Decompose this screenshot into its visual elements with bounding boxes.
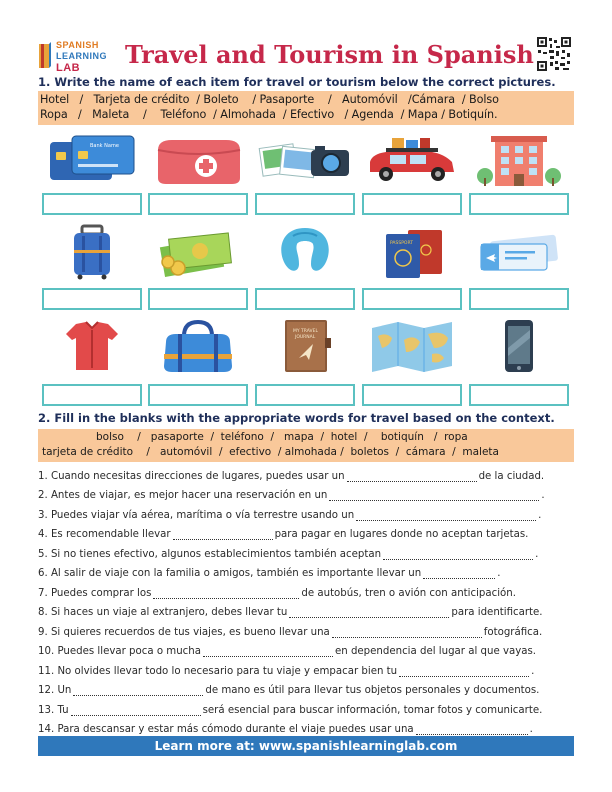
credit-card-icon [42, 132, 142, 188]
journal-text: JOURNAL [295, 335, 316, 340]
sentence-text: 8. Si haces un viaje al extranjero, debes llevar tu [38, 607, 288, 618]
sentence-text: para pagar en lugares donde no aceptan tarjetas. [274, 529, 529, 540]
sentence-11 [38, 661, 578, 677]
car-luggage-icon [362, 132, 462, 188]
sentence-9 [38, 622, 578, 638]
answer-box-6[interactable] [42, 288, 142, 310]
answer-box-10[interactable] [469, 288, 569, 310]
fill-blank[interactable] [356, 510, 536, 521]
cash-bills-icon [148, 224, 248, 280]
section-2-instruction: 2. Fill in the blanks with the appropriate words for travel based on the context. [38, 411, 555, 425]
sentence-7 [38, 583, 578, 599]
sentence-text: 13. Tu [38, 705, 69, 716]
word-bank-line: Hotel / Tarjeta de crédito / Boleto / Pasaporte / Automóvil /Cámara / Bolso [40, 93, 499, 106]
word-bank-2 [38, 429, 574, 462]
answer-box-15[interactable] [469, 384, 569, 406]
sentence-text: 11. No olvides llevar todo lo necesario para tu viaje y empacar bien tu [38, 666, 398, 677]
sentence-text: 2. Antes de viajar, es mejor hacer una reservación en un [38, 490, 328, 501]
sentence-text: 9. Si quieres recuerdos de tus viajes, es bueno llevar una [38, 627, 330, 638]
first-aid-kit-icon [148, 132, 248, 188]
travel-pillow-icon [255, 224, 355, 280]
sentence-1 [38, 466, 578, 482]
phone-icon [469, 318, 569, 374]
fill-blank[interactable] [329, 490, 539, 501]
hotel-building-icon [469, 132, 569, 188]
sentence-text: 7. Puedes comprar los [38, 588, 152, 599]
sentence-text: 4. Es recomendable llevar [38, 529, 171, 540]
sentence-text: 3. Puedes viajar vía aérea, marítima o vía terrestre usando un [38, 510, 355, 521]
sentence-text: 6. Al salir de viaje con la familia o amigos, también es importante llevar un [38, 568, 422, 579]
fill-blank[interactable] [71, 705, 201, 716]
travel-journal-icon [255, 318, 355, 374]
logo-line: LEARNING [56, 51, 107, 61]
sentence-text: . [529, 724, 533, 735]
word-bank-line: bolso / pasaporte / teléfono / mapa / hotel / botiquín / ropa [96, 431, 468, 443]
fill-blank[interactable] [423, 568, 495, 579]
sentence-text: será esencial para buscar información, tomar fotos y comunicarte. [202, 705, 543, 716]
logo-line: LAB [56, 62, 81, 74]
fill-blank[interactable] [347, 471, 477, 482]
sentence-text: 12. Un [38, 685, 72, 696]
sentence-text: 14. Para descansar y estar más cómodo durante el viaje puedes usar una [38, 724, 414, 735]
answer-box-14[interactable] [362, 384, 462, 406]
journal-text: MY TRAVEL [293, 329, 318, 334]
answer-box-5[interactable] [469, 193, 569, 215]
sentence-3 [38, 505, 578, 521]
sentence-13 [38, 700, 578, 716]
plane-tickets-icon [469, 224, 569, 280]
sentence-text: . [531, 666, 535, 677]
bag-icon [148, 318, 248, 374]
sentence-text: 5. Si no tienes efectivo, algunos establecimientos también aceptan [38, 549, 382, 560]
sentence-4 [38, 524, 578, 540]
shirt-clothes-icon [42, 318, 142, 374]
map-icon [362, 318, 462, 374]
answer-box-12[interactable] [148, 384, 248, 406]
page-title: Travel and Tourism in Spanish [125, 40, 534, 69]
answer-box-13[interactable] [255, 384, 355, 406]
answer-box-1[interactable] [42, 193, 142, 215]
logo [38, 38, 122, 78]
sentence-text: de la ciudad. [478, 471, 545, 482]
sentence-14 [38, 719, 578, 735]
fill-blank[interactable] [332, 627, 482, 638]
sentence-10 [38, 641, 578, 657]
sentence-text: fotográfica. [483, 627, 543, 638]
sentence-2 [38, 485, 578, 501]
book-pencil-icon [38, 42, 52, 72]
answer-box-8[interactable] [255, 288, 355, 310]
fill-blank[interactable] [289, 607, 449, 618]
sentence-text: . [535, 549, 539, 560]
fill-blank[interactable] [399, 666, 529, 677]
suitcase-icon [42, 224, 142, 280]
fill-blank[interactable] [383, 549, 533, 560]
fill-blank[interactable] [153, 588, 299, 599]
sentence-8 [38, 602, 578, 618]
word-bank-line: tarjeta de crédito / automóvil / efectivo / almohada / boletos / cámara / maleta [42, 446, 499, 458]
sentence-6 [38, 563, 578, 579]
sentence-5 [38, 544, 578, 560]
sentence-text: 1. Cuando necesitas direcciones de lugares, puedes usar un [38, 471, 345, 482]
sentence-text: 10. Puedes llevar poca o mucha [38, 646, 201, 657]
sentence-text: . [538, 510, 542, 521]
answer-box-2[interactable] [148, 193, 248, 215]
card-text: Bank Name [90, 143, 119, 149]
word-bank-1 [38, 91, 574, 125]
footer-link[interactable]: Learn more at: www.spanishlearninglab.com [38, 736, 574, 756]
sentence-12 [38, 680, 578, 696]
sentence-text: . [497, 568, 501, 579]
sentence-text: para identificarte. [451, 607, 543, 618]
answer-box-7[interactable] [148, 288, 248, 310]
fill-blank[interactable] [416, 724, 528, 735]
word-bank-line: Ropa / Maleta / Teléfono / Almohada / Efectivo / Agenda / Mapa / Botiquín. [40, 108, 498, 121]
sentence-text: de autobús, tren o avión con anticipación. [301, 588, 516, 599]
answer-box-11[interactable] [42, 384, 142, 406]
section-1-instruction: 1. Write the name of each item for travel or tourism below the correct pictures. [38, 75, 556, 89]
answer-box-4[interactable] [362, 193, 462, 215]
answer-box-3[interactable] [255, 193, 355, 215]
fill-blank[interactable] [173, 529, 273, 540]
passport-icon [362, 224, 462, 280]
fill-blank[interactable] [203, 646, 333, 657]
logo-line: SPANISH [56, 40, 99, 50]
sentence-text: . [541, 490, 545, 501]
camera-photos-icon [255, 132, 355, 188]
fill-blank[interactable] [73, 685, 203, 696]
answer-box-9[interactable] [362, 288, 462, 310]
passport-text: PASSPORT [390, 241, 414, 246]
qr-code-icon[interactable] [536, 36, 572, 72]
sentence-text: en dependencia del lugar al que vayas. [334, 646, 537, 657]
sentence-text: de mano es útil para llevar tus objetos personales y documentos. [205, 685, 540, 696]
